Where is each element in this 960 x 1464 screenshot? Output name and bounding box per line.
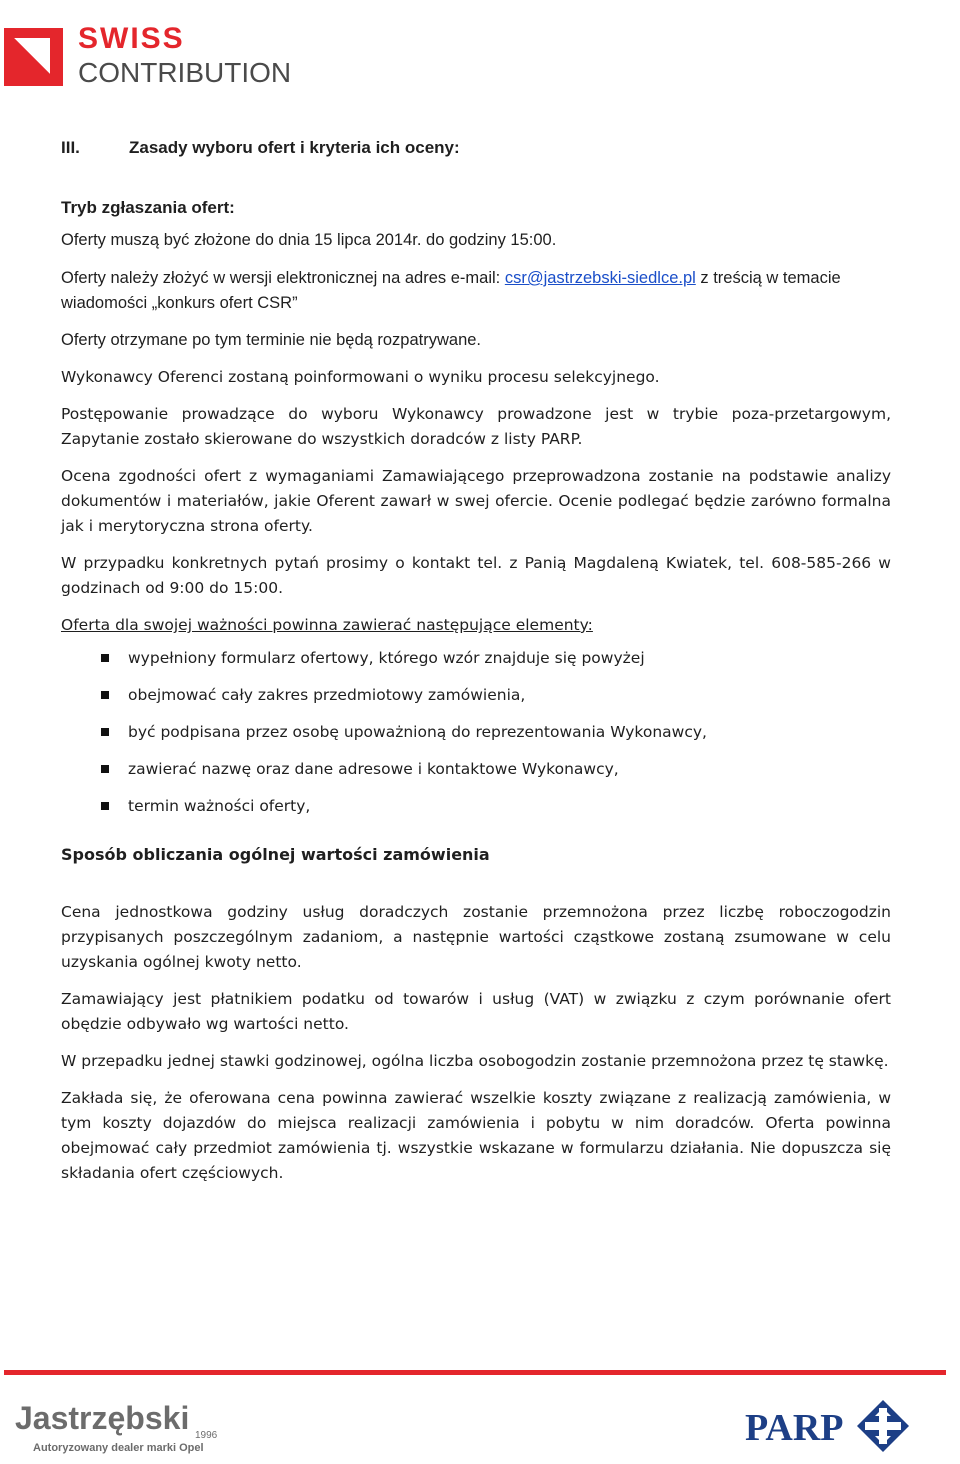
document-body <box>61 138 891 1186</box>
parp-logo <box>745 1398 915 1458</box>
footer-divider <box>4 1370 946 1375</box>
submission-heading: Tryb zgłaszania ofert: <box>61 198 235 217</box>
section-title: Zasady wyboru ofert i kryteria ich oceny: <box>129 138 460 157</box>
dealer-name: Jastrzębski <box>15 1400 190 1436</box>
logo-mark-icon <box>4 28 63 86</box>
calc-heading: Sposób obliczania ogólnej wartości zamówienia <box>61 845 490 864</box>
list-item-text: zawierać nazwę oraz dane adresowe i kontaktowe Wykonawcy, <box>128 760 619 778</box>
late-offers-text: Oferty otrzymane po tym terminie nie będą rozpatrywane. <box>61 331 482 349</box>
section-number: III. <box>61 138 80 157</box>
parp-mark-icon <box>855 1398 911 1454</box>
paragraph: Zakłada się, że oferowana cena powinna zawierać wszelkie koszty związane z realizacją zamówienia, w tym koszty dojazdów do miejsca realizacji zamówienia i pobytu w nim doradców. Oferta powinna obejmować cały przedmiot zamówienia tj. wszystkie wskazane w formularzu działania. Nie dopuszcza się składania ofert częściowych. <box>61 1089 891 1182</box>
bullet-icon <box>101 765 109 773</box>
logo-text-contribution: CONTRIBUTION <box>78 57 292 88</box>
logo-text-swiss: SWISS <box>78 22 185 55</box>
dealer-year: 1996 <box>195 1430 218 1441</box>
list-item-text: termin ważności oferty, <box>128 797 311 815</box>
list-item <box>61 646 891 683</box>
deadline-text: Oferty muszą być złożone do dnia 15 lipca 2014r. do godziny 15:00. <box>61 231 557 249</box>
list-item-text: obejmować cały zakres przedmiotowy zamówienia, <box>128 686 526 704</box>
paragraph: W przypadku konkretnych pytań prosimy o kontakt tel. z Panią Magdaleną Kwiatek, tel. 608-585-266 w godzinach od 9:00 do 15:00. <box>61 554 891 597</box>
bullet-icon <box>101 728 109 736</box>
bullet-icon <box>101 802 109 810</box>
swiss-contribution-logo <box>4 22 304 92</box>
paragraph: Cena jednostkowa godziny usług doradczych zostanie przemnożona przez liczbę roboczogodzin przypisanych poszczególnym zadaniom, a następnie wartości cząstkowe zostaną zsumowane w celu uzyskania ogólnej kwoty netto. <box>61 903 891 971</box>
paragraph: Wykonawcy Oferenci zostaną poinformowani o wyniku procesu selekcyjnego. <box>61 368 660 386</box>
paragraph: W przepadku jednej stawki godzinowej, ogólna liczba osobogodzin zostanie przemnożona przez tę stawkę. <box>61 1052 889 1070</box>
email-instruction <box>61 266 891 316</box>
bullet-icon <box>101 654 109 662</box>
paragraph: Zamawiający jest płatnikiem podatku od towarów i usług (VAT) w związku z czym porównanie ofert obędzie odbywało wg wartości netto. <box>61 990 891 1033</box>
list-item <box>61 683 891 720</box>
section-heading <box>61 138 891 168</box>
list-item <box>61 720 891 757</box>
list-item-text: być podpisana przez osobę upoważnioną do reprezentowania Wykonawcy, <box>128 723 707 741</box>
email-link[interactable]: csr@jastrzebski-siedlce.pl <box>504 269 696 287</box>
email-prefix: Oferty należy złożyć w wersji elektronicznej na adres e-mail: <box>61 269 505 287</box>
parp-text: PARP <box>745 1407 844 1449</box>
dealer-tagline: Autoryzowany dealer marki Opel <box>33 1442 204 1454</box>
elements-list <box>61 646 891 831</box>
list-item-text: wypełniony formularz ofertowy, którego wzór znajduje się powyżej <box>128 649 645 667</box>
jastrzebski-logo <box>15 1400 235 1460</box>
list-item <box>61 757 891 794</box>
email-suffix: z treścią w temacie wiadomości „konkurs ofert CSR” <box>61 269 841 312</box>
paragraph: Postępowanie prowadzące do wyboru Wykonawcy prowadzone jest w trybie poza-przetargowym, Zapytanie zostało skierowane do wszystkich doradców z listy PARP. <box>61 405 891 448</box>
list-item <box>61 794 891 831</box>
elements-heading: Oferta dla swojej ważności powinna zawierać następujące elementy: <box>61 616 593 634</box>
paragraph: Ocena zgodności ofert z wymaganiami Zamawiającego przeprowadzona zostanie na podstawie analizy dokumentów i materiałów, jakie Oferent zawarł w swej ofercie. Ocenie podlegać będzie zarówno formalna jak i merytoryczna strona oferty. <box>61 467 891 535</box>
bullet-icon <box>101 691 109 699</box>
